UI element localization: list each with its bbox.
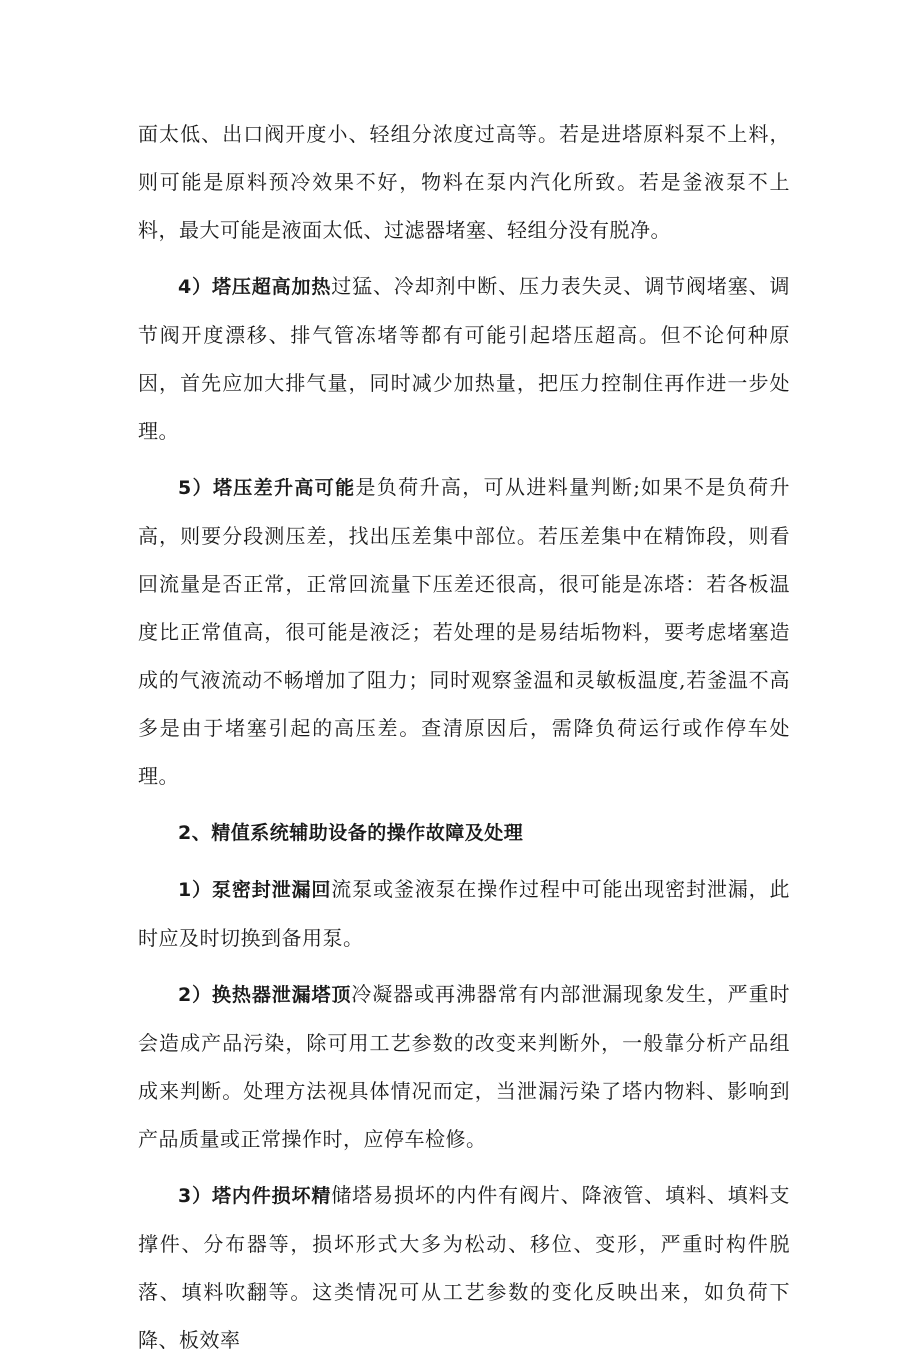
- paragraph-text: 冷凝器或再沸器常有内部泄漏现象发生，严重时会造成产品污染，除可用工艺参数的改变来判断外，一般靠分析产品组成来判断。处理方法视具体情况而定，当泄漏污染了塔内物料、影响到产品质量或正常操作时，应停车检修。: [138, 982, 790, 1151]
- paragraph-tower-pressure-diff: [138, 463, 790, 800]
- paragraph-text: 过猛、冷却剂中断、压力表失灵、调节阀堵塞、调节阀开度漂移、排气管冻堵等都有可能引起塔压超高。但不论何种原因，首先应加大排气量，同时减少加热量，把压力控制住再作进一步处理。: [138, 274, 790, 443]
- paragraph-text: 储塔易损坏的内件有阀片、降液管、填料、填料支撑件、分布器等，损坏形式大多为松动、移位、变形，严重时构件脱落、填料吹翻等。这类情况可从工艺参数的变化反映出来，如负荷下降、板效率: [138, 1183, 790, 1352]
- paragraph-heat-exchanger-leak: [138, 970, 790, 1163]
- paragraph-text: 流泵或釜液泵在操作过程中可能出现密封泄漏，此时应及时切换到备用泵。: [138, 877, 790, 950]
- paragraph-text: 是负荷升高，可从进料量判断;如果不是负荷升高，则要分段测压差，找出压差集中部位。若压差集中在精饰段，则看回流量是否正常，正常回流量下压差还很高，很可能是冻塔：若各板温度比正常值高，很可能是液泛；若处理的是易结垢物料，要考虑堵塞造成的气液流动不畅增加了阻力；同时观察釜温和灵敏板温度,若釜温不高多是由于堵塞引起的高压差。查清原因后，需降负荷运行或作停车处理。: [138, 475, 790, 788]
- paragraph-pump-seal-leak: [138, 865, 790, 962]
- paragraph-heading: 2）换热器泄漏塔顶: [178, 984, 352, 1006]
- paragraph-text: 面太低、出口阀开度小、轻组分浓度过高等。若是进塔原料泵不上料，则可能是原料预冷效果不好，物料在泵内汽化所致。若是釜液泵不上料，最大可能是液面太低、过滤器堵塞、轻组分没有脱净。: [138, 122, 790, 242]
- section-heading: 2、精值系统辅助设备的操作故障及处理: [178, 822, 524, 844]
- paragraph-tower-pressure-high: [138, 262, 790, 455]
- paragraph-heading: 4）塔压超高加热: [178, 276, 332, 298]
- paragraph-heading: 3）塔内件损坏精: [178, 1185, 332, 1207]
- paragraph-continuation: [138, 110, 790, 254]
- paragraph-heading: 5）塔压差升高可能: [178, 477, 356, 499]
- paragraph-tower-internals-damage: [138, 1171, 790, 1364]
- paragraph-heading: 1）泵密封泄漏回: [178, 879, 332, 901]
- section-heading-auxiliary-equipment: [138, 808, 790, 857]
